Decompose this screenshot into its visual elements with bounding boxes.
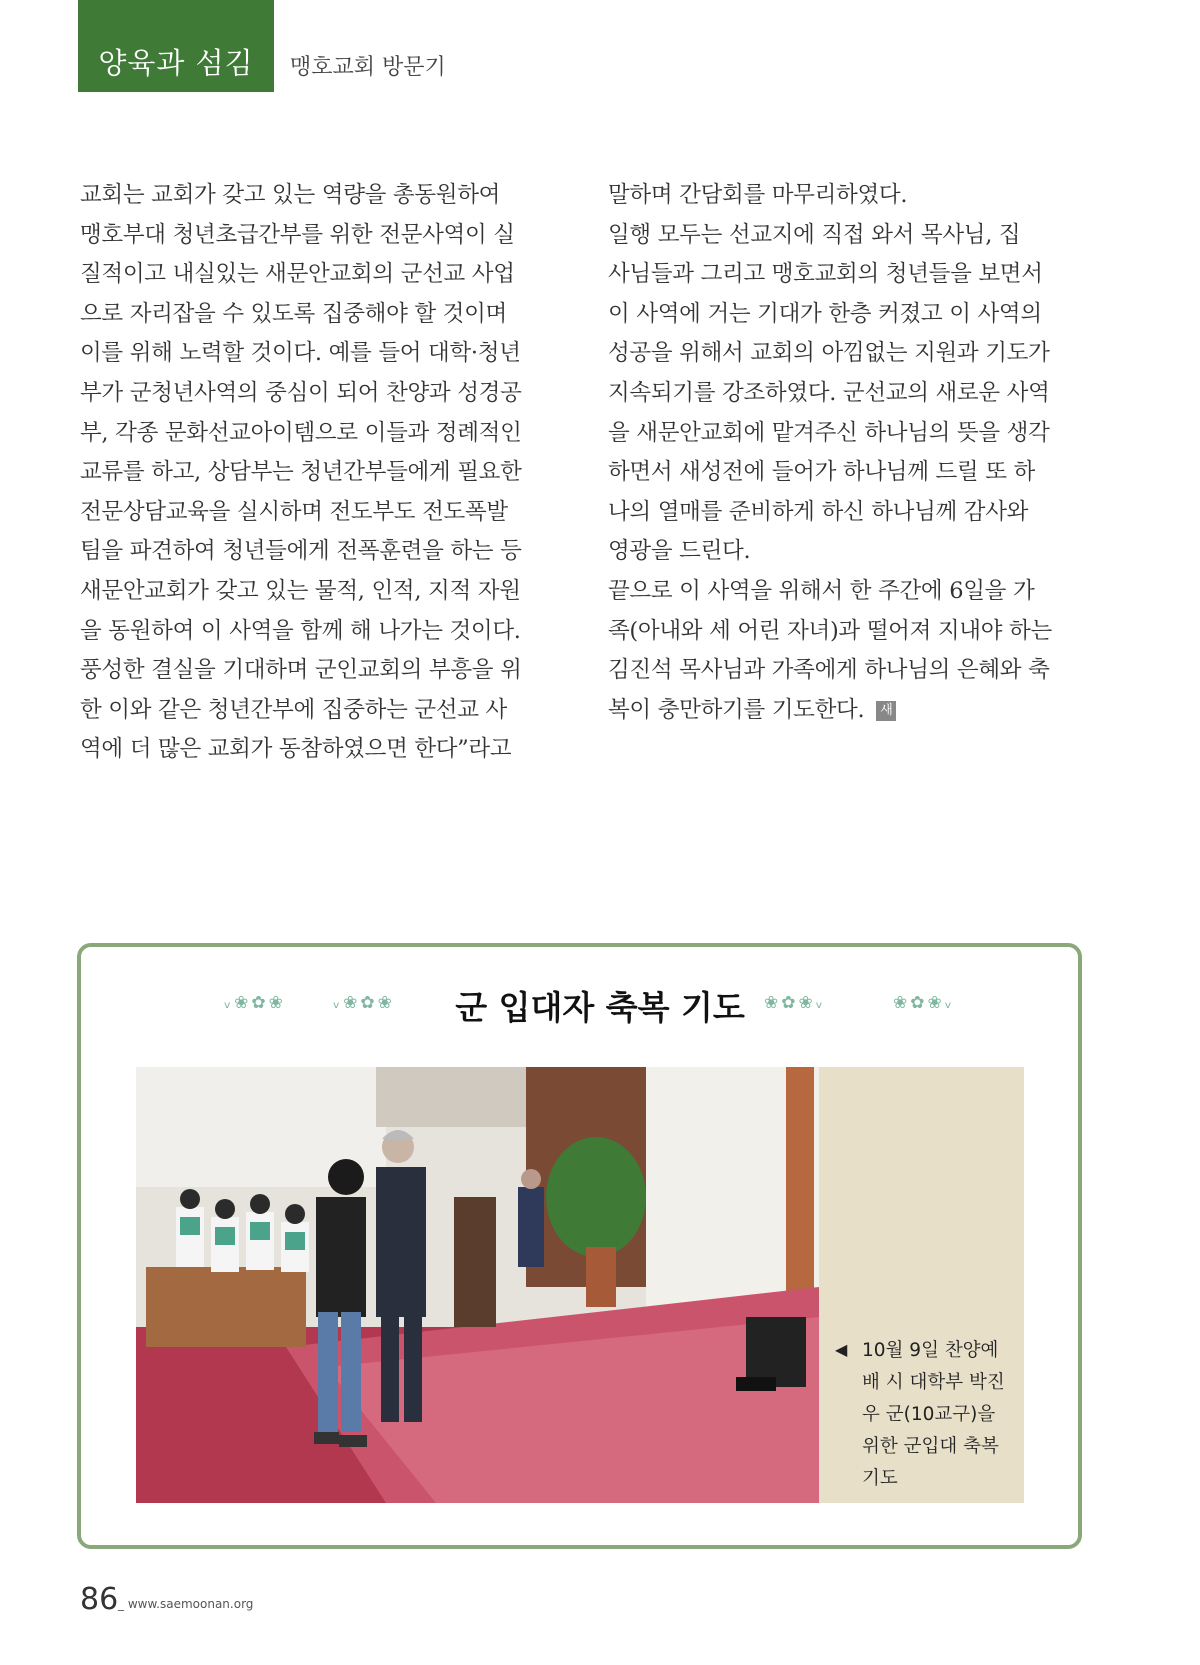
article-line: 역에 더 많은 교회가 동참하였으면 한다”라고 [80, 736, 512, 763]
article-line: 을 새문안교회에 맡겨주신 하나님의 뜻을 생각 [608, 419, 1050, 446]
blessing-prayer-photo [136, 1067, 819, 1503]
article-left-column [80, 176, 558, 770]
article-line: 팀을 파견하여 청년들에게 전폭훈련을 하는 등 [80, 538, 522, 565]
photo-box-title: 군 입대자 축복 기도 [455, 988, 745, 1027]
article-line: 맹호부대 청년초급간부를 위한 전문사역이 실 [80, 221, 515, 248]
flower-decoration-icon: ᵥ❀✿❀ [224, 993, 286, 1013]
flower-decoration-icon: ❀✿❀ᵥ [764, 993, 826, 1013]
article-line: 부, 각종 문화선교아이템으로 이들과 정례적인 [80, 419, 522, 446]
caption-line: 기도 [862, 1468, 898, 1489]
article-line: 성공을 위해서 교회의 아낌없는 지원과 기도가 [608, 340, 1050, 367]
article-right-column [608, 176, 1086, 730]
article-line: 김진석 목사님과 가족에게 하나님의 은혜와 축 [608, 657, 1050, 684]
article-line: 질적이고 내실있는 새문안교회의 군선교 사업 [80, 261, 515, 288]
flower-decoration-icon: ᵥ❀✿❀ [333, 993, 395, 1013]
section-subtitle: 맹호교회 방문기 [290, 55, 446, 80]
caption-line: 10월 9일 찬양예 [862, 1340, 999, 1361]
photo-caption [862, 1335, 1012, 1495]
end-mark-icon: 새 [876, 701, 896, 721]
article-line: 을 동원하여 이 사역을 함께 해 나가는 것이다. [80, 617, 521, 644]
article-line: 풍성한 결실을 기대하며 군인교회의 부흥을 위 [80, 657, 522, 684]
article-line: 족(아내와 세 어린 자녀)과 떨어져 지내야 하는 [608, 617, 1052, 644]
article-line: 하면서 새성전에 들어가 하나님께 드릴 또 하 [608, 459, 1035, 486]
url-prefix: _ [118, 1597, 128, 1611]
article-line: 말하며 간담회를 마무리하였다. [608, 182, 908, 208]
article-line: 한 이와 같은 청년간부에 집중하는 군선교 사 [80, 696, 507, 723]
article-line: 부가 군청년사역의 중심이 되어 찬양과 성경공 [80, 379, 522, 406]
caption-line: 우 군(10교구)을 [862, 1404, 996, 1425]
flower-decoration-icon: ❀✿❀ᵥ [893, 993, 955, 1013]
article-line: 전문상담교육을 실시하며 전도부도 전도폭발 [80, 498, 508, 525]
triangle-left-icon: ◀ [835, 1340, 848, 1359]
article-line: 나의 열매를 준비하게 하신 하나님께 감사와 [608, 498, 1029, 525]
caption-line: 배 시 대학부 박진 [862, 1372, 1005, 1393]
page-number: 86 [80, 1582, 119, 1617]
article-line: 일행 모두는 선교지에 직접 와서 목사님, 집 [608, 221, 1021, 248]
article-line: 교류를 하고, 상담부는 청년간부들에게 필요한 [80, 459, 522, 486]
article-line: 교회는 교회가 갖고 있는 역량을 총동원하여 [80, 182, 501, 208]
article-line: 사님들과 그리고 맹호교회의 청년들을 보면서 [608, 261, 1043, 288]
article-line: 끝으로 이 사역을 위해서 한 주간에 6일을 가 [608, 577, 1035, 604]
article-line-last [608, 691, 1086, 731]
article-line: 이를 위해 노력할 것이다. 예를 들어 대학·청년 [80, 340, 521, 367]
url-text: www.saemoonan.org [127, 1597, 254, 1611]
article-line: 으로 자리잡을 수 있도록 집중해야 할 것이며 [80, 300, 507, 327]
article-line: 영광을 드린다. [608, 538, 751, 565]
article-line: 새문안교회가 갖고 있는 물적, 인적, 지적 자원 [80, 577, 521, 604]
footer-url [118, 1597, 253, 1611]
section-tag: 양육과 섬김 [78, 0, 274, 92]
article-line: 지속되기를 강조하였다. 군선교의 새로운 사역 [608, 379, 1050, 406]
caption-line: 위한 군입대 축복 [862, 1436, 999, 1457]
article-line-text: 복이 충만하기를 기도한다. [608, 696, 865, 723]
article-line: 이 사역에 거는 기대가 한층 커졌고 이 사역의 [608, 300, 1042, 327]
